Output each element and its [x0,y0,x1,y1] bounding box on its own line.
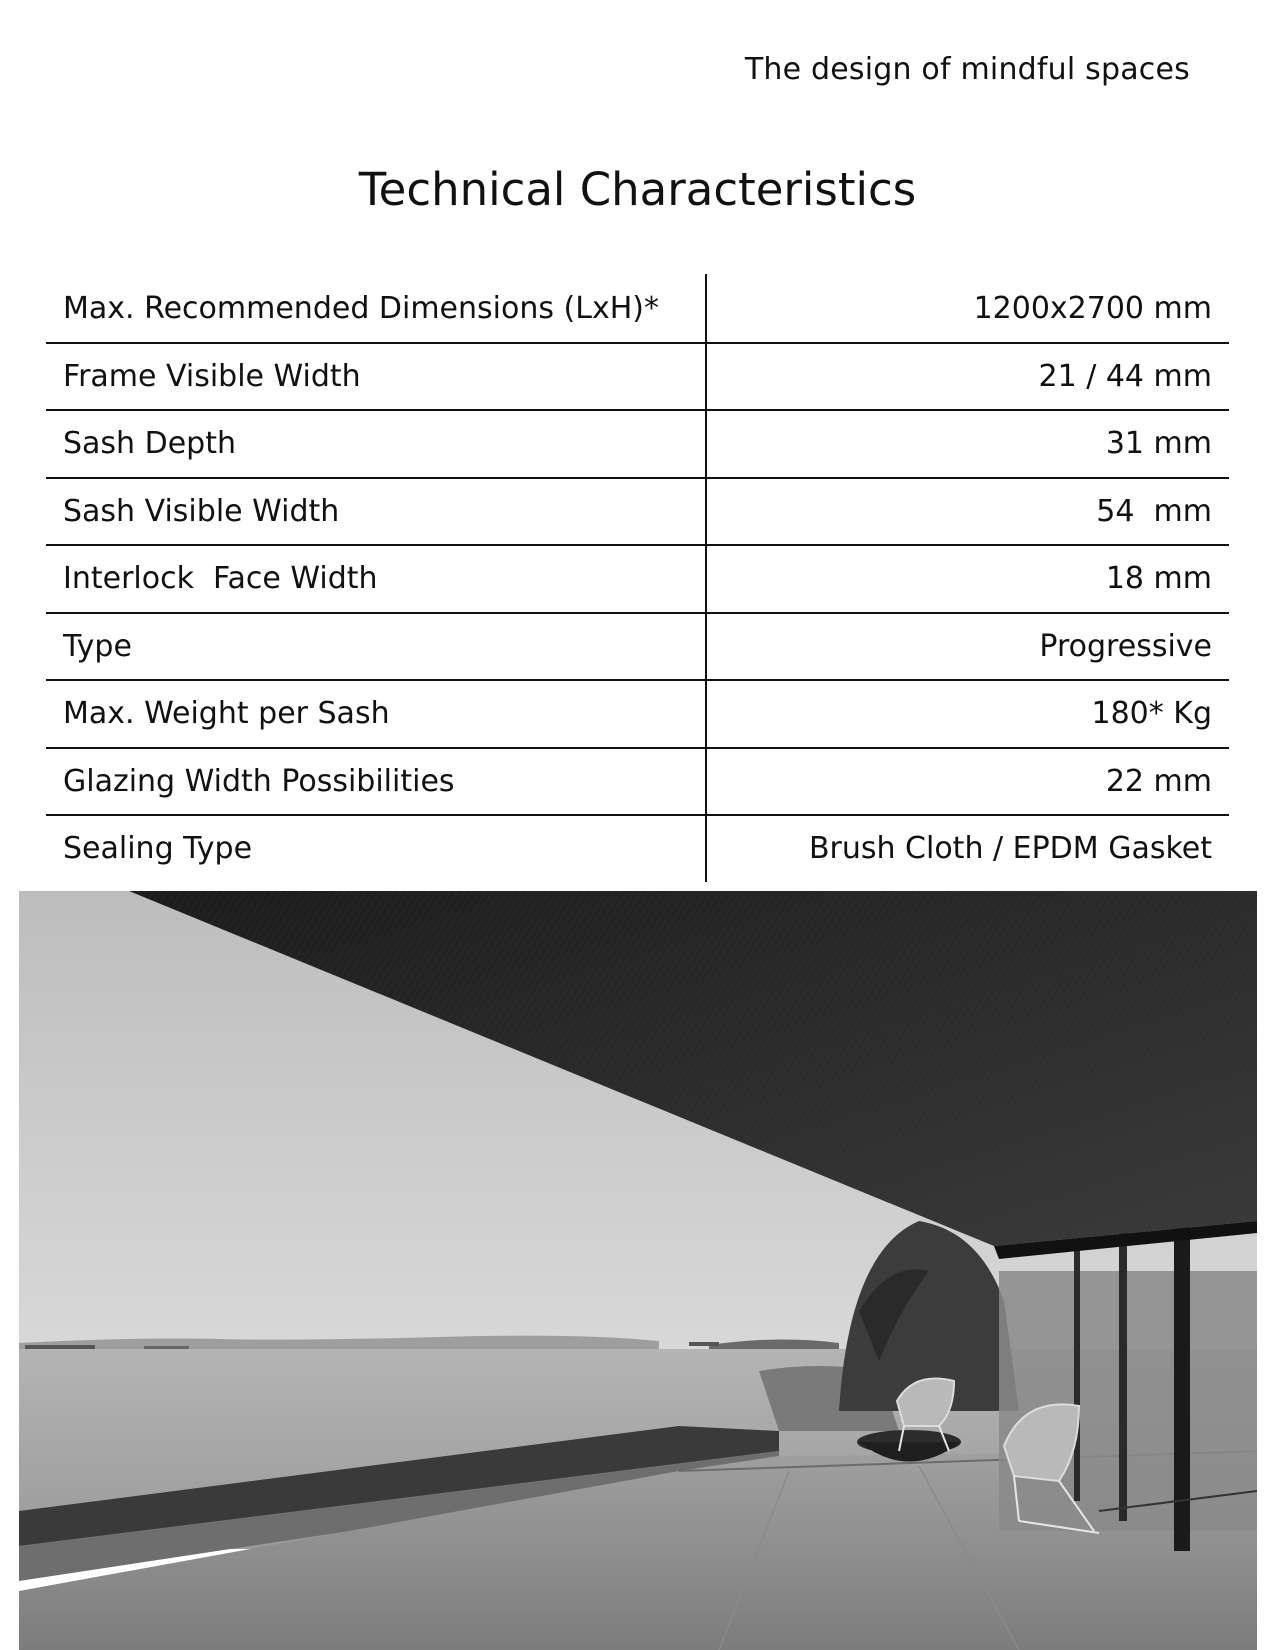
table-row [46,478,1229,546]
spec-label: Interlock Face Width [46,545,706,613]
table-row [46,274,1229,343]
spec-label: Max. Recommended Dimensions (LxH)* [46,274,706,343]
table-row [46,613,1229,681]
spec-value: 180* Kg [706,680,1229,748]
page-title: Technical Characteristics [358,163,917,216]
spec-value: 22 mm [706,748,1229,816]
table-row [46,410,1229,478]
spec-label: Sealing Type [46,815,706,882]
spec-label: Type [46,613,706,681]
ship [689,1342,719,1346]
spec-value: Brush Cloth / EPDM Gasket [706,815,1229,882]
terrace-sea-view-photo [19,891,1257,1650]
spec-label: Glazing Width Possibilities [46,748,706,816]
spec-value: Progressive [706,613,1229,681]
column [1119,1221,1127,1521]
column [1074,1241,1080,1501]
spec-value: 31 mm [706,410,1229,478]
table-row [46,815,1229,882]
spec-value: 1200x2700 mm [973,291,1212,327]
spec-value: 21 / 44 mm [706,343,1229,411]
table-row [46,680,1229,748]
spec-value: 54 mm [706,478,1229,546]
spec-label: Sash Visible Width [46,478,706,546]
ship [25,1345,95,1349]
tagline: The design of mindful spaces [744,52,1190,87]
spec-value: 18 mm [706,545,1229,613]
specs-table [46,274,1229,882]
glass-wall [999,1271,1257,1531]
table-row [46,343,1229,411]
ship [144,1346,189,1349]
spec-label: Frame Visible Width [46,343,706,411]
table-row [46,748,1229,816]
column [1174,1191,1190,1551]
spec-label: Sash Depth [46,410,706,478]
spec-label: Max. Weight per Sash [46,680,706,748]
table-row [46,545,1229,613]
